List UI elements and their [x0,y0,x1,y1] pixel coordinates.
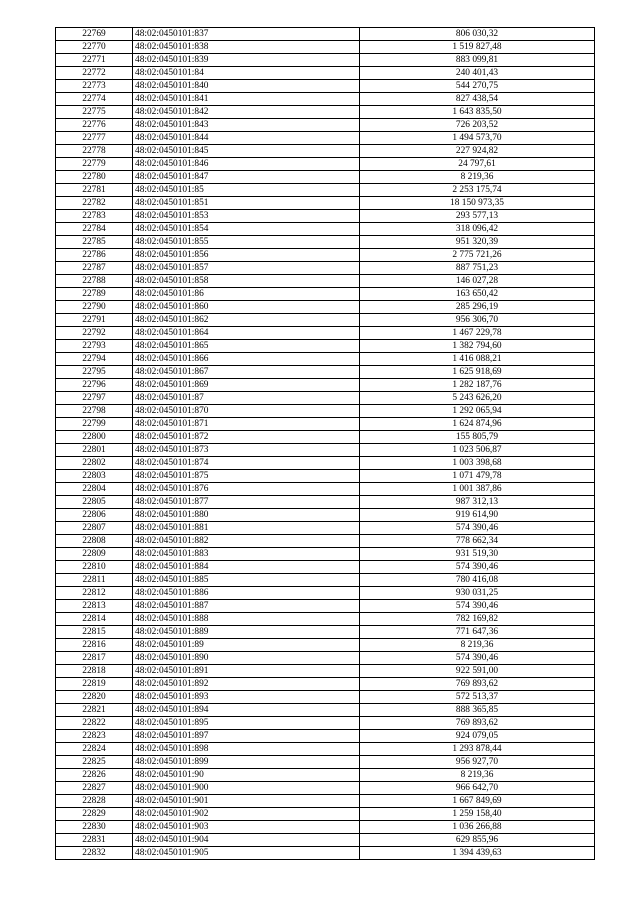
cadastral-number-cell: 48:02:0450101:855 [133,236,360,249]
cadastral-number-cell: 48:02:0450101:84 [133,67,360,80]
row-number-cell: 22819 [56,678,133,691]
value-cell: 163 650,42 [360,288,595,301]
table-row [56,691,595,704]
row-number-cell: 22792 [56,327,133,340]
row-number-cell: 22830 [56,821,133,834]
cadastral-number-cell: 48:02:0450101:876 [133,483,360,496]
cadastral-number-cell: 48:02:0450101:875 [133,470,360,483]
table-row [56,327,595,340]
row-number-cell: 22807 [56,522,133,535]
value-cell: 1 023 506,87 [360,444,595,457]
row-number-cell: 22783 [56,210,133,223]
value-cell: 827 438,54 [360,93,595,106]
row-number-cell: 22794 [56,353,133,366]
value-cell: 987 312,13 [360,496,595,509]
cadastral-number-cell: 48:02:0450101:885 [133,574,360,587]
row-number-cell: 22810 [56,561,133,574]
row-number-cell: 22782 [56,197,133,210]
table-row [56,262,595,275]
row-number-cell: 22769 [56,28,133,41]
value-cell: 951 320,39 [360,236,595,249]
cadastral-number-cell: 48:02:0450101:890 [133,652,360,665]
row-number-cell: 22824 [56,743,133,756]
value-cell: 782 169,82 [360,613,595,626]
cadastral-number-cell: 48:02:0450101:87 [133,392,360,405]
value-cell: 8 219,36 [360,171,595,184]
table-row [56,275,595,288]
cadastral-number-cell: 48:02:0450101:838 [133,41,360,54]
row-number-cell: 22808 [56,535,133,548]
cadastral-number-cell: 48:02:0450101:839 [133,54,360,67]
value-cell: 1 003 398,68 [360,457,595,470]
cadastral-number-cell: 48:02:0450101:847 [133,171,360,184]
table-row [56,171,595,184]
row-number-cell: 22821 [56,704,133,717]
cadastral-number-cell: 48:02:0450101:841 [133,93,360,106]
cadastral-number-cell: 48:02:0450101:905 [133,847,360,860]
cadastral-number-cell: 48:02:0450101:880 [133,509,360,522]
value-cell: 1 071 479,78 [360,470,595,483]
row-number-cell: 22776 [56,119,133,132]
row-number-cell: 22775 [56,106,133,119]
cadastral-number-cell: 48:02:0450101:85 [133,184,360,197]
row-number-cell: 22823 [56,730,133,743]
cadastral-number-cell: 48:02:0450101:903 [133,821,360,834]
cadastral-number-cell: 48:02:0450101:894 [133,704,360,717]
row-number-cell: 22801 [56,444,133,457]
cadastral-number-cell: 48:02:0450101:874 [133,457,360,470]
cadastral-number-cell: 48:02:0450101:870 [133,405,360,418]
cadastral-number-cell: 48:02:0450101:873 [133,444,360,457]
value-cell: 1 001 387,86 [360,483,595,496]
row-number-cell: 22806 [56,509,133,522]
value-cell: 285 296,19 [360,301,595,314]
cadastral-number-cell: 48:02:0450101:853 [133,210,360,223]
row-number-cell: 22773 [56,80,133,93]
cadastral-number-cell: 48:02:0450101:862 [133,314,360,327]
cadastral-number-cell: 48:02:0450101:893 [133,691,360,704]
value-cell: 8 219,36 [360,639,595,652]
table-row [56,834,595,847]
value-cell: 888 365,85 [360,704,595,717]
value-cell: 1 519 827,48 [360,41,595,54]
cadastral-number-cell: 48:02:0450101:882 [133,535,360,548]
value-cell: 1 416 088,21 [360,353,595,366]
value-cell: 2 253 175,74 [360,184,595,197]
value-cell: 146 027,28 [360,275,595,288]
table-body [56,28,595,860]
row-number-cell: 22827 [56,782,133,795]
value-cell: 2 775 721,26 [360,249,595,262]
table-row [56,28,595,41]
cadastral-number-cell: 48:02:0450101:900 [133,782,360,795]
value-cell: 1 292 065,94 [360,405,595,418]
table-row [56,301,595,314]
table-row [56,561,595,574]
row-number-cell: 22771 [56,54,133,67]
value-cell: 24 797,61 [360,158,595,171]
value-cell: 1 494 573,70 [360,132,595,145]
value-cell: 8 219,36 [360,769,595,782]
value-cell: 227 924,82 [360,145,595,158]
value-cell: 726 203,52 [360,119,595,132]
value-cell: 5 243 626,20 [360,392,595,405]
value-cell: 318 096,42 [360,223,595,236]
cadastral-number-cell: 48:02:0450101:89 [133,639,360,652]
value-cell: 966 642,70 [360,782,595,795]
value-cell: 887 751,23 [360,262,595,275]
value-cell: 1 293 878,44 [360,743,595,756]
row-number-cell: 22804 [56,483,133,496]
cadastral-number-cell: 48:02:0450101:892 [133,678,360,691]
row-number-cell: 22812 [56,587,133,600]
table-row [56,197,595,210]
value-cell: 778 662,34 [360,535,595,548]
table-row [56,626,595,639]
table-row [56,418,595,431]
row-number-cell: 22788 [56,275,133,288]
table-row [56,730,595,743]
row-number-cell: 22820 [56,691,133,704]
cadastral-number-cell: 48:02:0450101:884 [133,561,360,574]
value-cell: 293 577,13 [360,210,595,223]
row-number-cell: 22826 [56,769,133,782]
value-cell: 956 927,70 [360,756,595,769]
table-row [56,847,595,860]
row-number-cell: 22822 [56,717,133,730]
table-row [56,379,595,392]
row-number-cell: 22829 [56,808,133,821]
row-number-cell: 22774 [56,93,133,106]
cadastral-number-cell: 48:02:0450101:858 [133,275,360,288]
cadastral-number-cell: 48:02:0450101:901 [133,795,360,808]
value-cell: 1 625 918,69 [360,366,595,379]
table-row [56,587,595,600]
row-number-cell: 22828 [56,795,133,808]
cadastral-number-cell: 48:02:0450101:886 [133,587,360,600]
table-row [56,483,595,496]
value-cell: 922 591,00 [360,665,595,678]
cadastral-number-cell: 48:02:0450101:887 [133,600,360,613]
row-number-cell: 22815 [56,626,133,639]
value-cell: 574 390,46 [360,561,595,574]
cadastral-number-cell: 48:02:0450101:866 [133,353,360,366]
table-row [56,756,595,769]
table-row [56,678,595,691]
row-number-cell: 22778 [56,145,133,158]
row-number-cell: 22811 [56,574,133,587]
cadastral-number-cell: 48:02:0450101:897 [133,730,360,743]
row-number-cell: 22795 [56,366,133,379]
table-row [56,54,595,67]
row-number-cell: 22832 [56,847,133,860]
cadastral-number-cell: 48:02:0450101:856 [133,249,360,262]
row-number-cell: 22825 [56,756,133,769]
row-number-cell: 22785 [56,236,133,249]
value-cell: 769 893,62 [360,678,595,691]
value-cell: 18 150 973,35 [360,197,595,210]
value-cell: 919 614,90 [360,509,595,522]
row-number-cell: 22779 [56,158,133,171]
table-row [56,509,595,522]
value-cell: 1 036 266,88 [360,821,595,834]
cadastral-number-cell: 48:02:0450101:895 [133,717,360,730]
table-row [56,106,595,119]
table-row [56,808,595,821]
row-number-cell: 22784 [56,223,133,236]
row-number-cell: 22796 [56,379,133,392]
value-cell: 1 667 849,69 [360,795,595,808]
table-row [56,119,595,132]
row-number-cell: 22793 [56,340,133,353]
table-row [56,600,595,613]
value-cell: 1 259 158,40 [360,808,595,821]
row-number-cell: 22814 [56,613,133,626]
table-row [56,548,595,561]
table-row [56,145,595,158]
row-number-cell: 22770 [56,41,133,54]
data-table [55,27,595,860]
row-number-cell: 22799 [56,418,133,431]
value-cell: 574 390,46 [360,600,595,613]
value-cell: 574 390,46 [360,522,595,535]
value-cell: 1 624 874,96 [360,418,595,431]
row-number-cell: 22803 [56,470,133,483]
value-cell: 1 394 439,63 [360,847,595,860]
table-row [56,717,595,730]
table-row [56,366,595,379]
cadastral-number-cell: 48:02:0450101:857 [133,262,360,275]
row-number-cell: 22780 [56,171,133,184]
row-number-cell: 22798 [56,405,133,418]
table-row [56,431,595,444]
table-row [56,132,595,145]
table-row [56,574,595,587]
value-cell: 1 643 835,50 [360,106,595,119]
cadastral-number-cell: 48:02:0450101:881 [133,522,360,535]
row-number-cell: 22805 [56,496,133,509]
cadastral-number-cell: 48:02:0450101:854 [133,223,360,236]
row-number-cell: 22797 [56,392,133,405]
cadastral-number-cell: 48:02:0450101:872 [133,431,360,444]
row-number-cell: 22772 [56,67,133,80]
cadastral-number-cell: 48:02:0450101:851 [133,197,360,210]
table-row [56,522,595,535]
value-cell: 1 467 229,78 [360,327,595,340]
row-number-cell: 22802 [56,457,133,470]
table-row [56,236,595,249]
value-cell: 956 306,70 [360,314,595,327]
cadastral-number-cell: 48:02:0450101:865 [133,340,360,353]
value-cell: 924 079,05 [360,730,595,743]
table-row [56,41,595,54]
value-cell: 544 270,75 [360,80,595,93]
cadastral-number-cell: 48:02:0450101:844 [133,132,360,145]
table-row [56,470,595,483]
cadastral-number-cell: 48:02:0450101:891 [133,665,360,678]
table-row [56,210,595,223]
cadastral-number-cell: 48:02:0450101:846 [133,158,360,171]
cadastral-number-cell: 48:02:0450101:871 [133,418,360,431]
cadastral-number-cell: 48:02:0450101:902 [133,808,360,821]
value-cell: 155 805,79 [360,431,595,444]
table-row [56,340,595,353]
row-number-cell: 22777 [56,132,133,145]
cadastral-number-cell: 48:02:0450101:837 [133,28,360,41]
cadastral-number-cell: 48:02:0450101:898 [133,743,360,756]
table-row [56,457,595,470]
row-number-cell: 22813 [56,600,133,613]
row-number-cell: 22809 [56,548,133,561]
table-row [56,535,595,548]
cadastral-number-cell: 48:02:0450101:860 [133,301,360,314]
value-cell: 931 519,30 [360,548,595,561]
table-row [56,496,595,509]
row-number-cell: 22831 [56,834,133,847]
table-row [56,184,595,197]
cadastral-number-cell: 48:02:0450101:889 [133,626,360,639]
cadastral-number-cell: 48:02:0450101:867 [133,366,360,379]
cadastral-number-cell: 48:02:0450101:888 [133,613,360,626]
table-row [56,314,595,327]
cadastral-number-cell: 48:02:0450101:845 [133,145,360,158]
table-row [56,249,595,262]
cadastral-number-cell: 48:02:0450101:842 [133,106,360,119]
value-cell: 883 099,81 [360,54,595,67]
table-row [56,223,595,236]
value-cell: 771 647,36 [360,626,595,639]
row-number-cell: 22786 [56,249,133,262]
table-row [56,444,595,457]
value-cell: 240 401,43 [360,67,595,80]
row-number-cell: 22787 [56,262,133,275]
cadastral-number-cell: 48:02:0450101:883 [133,548,360,561]
value-cell: 930 031,25 [360,587,595,600]
table-row [56,392,595,405]
table-row [56,782,595,795]
cadastral-number-cell: 48:02:0450101:899 [133,756,360,769]
table-row [56,288,595,301]
table-row [56,405,595,418]
table-row [56,652,595,665]
cadastral-number-cell: 48:02:0450101:904 [133,834,360,847]
table-row [56,67,595,80]
value-cell: 1 282 187,76 [360,379,595,392]
row-number-cell: 22790 [56,301,133,314]
row-number-cell: 22817 [56,652,133,665]
table-row [56,613,595,626]
table-row [56,743,595,756]
row-number-cell: 22816 [56,639,133,652]
table-row [56,353,595,366]
table-row [56,665,595,678]
value-cell: 574 390,46 [360,652,595,665]
table-row [56,795,595,808]
cadastral-number-cell: 48:02:0450101:869 [133,379,360,392]
value-cell: 780 416,08 [360,574,595,587]
table-row [56,158,595,171]
table-row [56,639,595,652]
table-row [56,704,595,717]
value-cell: 572 513,37 [360,691,595,704]
cadastral-number-cell: 48:02:0450101:864 [133,327,360,340]
table-row [56,769,595,782]
value-cell: 806 030,32 [360,28,595,41]
cadastral-number-cell: 48:02:0450101:840 [133,80,360,93]
row-number-cell: 22789 [56,288,133,301]
table-row [56,80,595,93]
cadastral-number-cell: 48:02:0450101:843 [133,119,360,132]
value-cell: 629 855,96 [360,834,595,847]
cadastral-number-cell: 48:02:0450101:90 [133,769,360,782]
cadastral-number-cell: 48:02:0450101:86 [133,288,360,301]
cadastral-number-cell: 48:02:0450101:877 [133,496,360,509]
table-row [56,821,595,834]
row-number-cell: 22781 [56,184,133,197]
row-number-cell: 22800 [56,431,133,444]
value-cell: 1 382 794,60 [360,340,595,353]
row-number-cell: 22791 [56,314,133,327]
table-row [56,93,595,106]
row-number-cell: 22818 [56,665,133,678]
value-cell: 769 893,62 [360,717,595,730]
